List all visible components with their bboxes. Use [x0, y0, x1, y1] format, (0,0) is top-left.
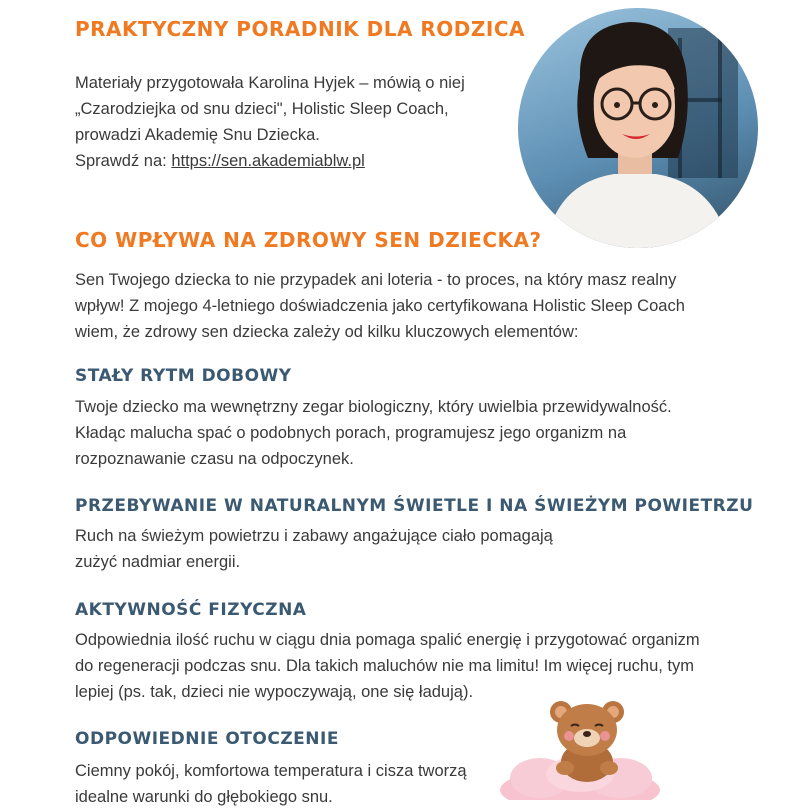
main-intro	[75, 267, 685, 345]
intro-line: wiem, że zdrowy sen dziecka zależy od kilku kluczowych elementów:	[75, 323, 579, 341]
section-title-rhythm: STAŁY RYTM DOBOWY	[75, 366, 292, 386]
author-portrait-illustration	[518, 8, 758, 248]
author-intro	[75, 70, 465, 174]
author-intro-line: Materiały przygotowała Karolina Hyjek – mówią o niej	[75, 74, 465, 92]
intro-line: Sen Twojego dziecka to nie przypadek ani loteria - to proces, na który masz realny	[75, 271, 677, 289]
guide-title: PRAKTYCZNY PORADNIK DLA RODZICA	[75, 17, 525, 41]
section-line: idealne warunki do głębokiego snu.	[75, 788, 333, 806]
author-intro-line: prowadzi Akademię Snu Dziecka.	[75, 126, 320, 144]
section-title-environment: ODPOWIEDNIE OTOCZENIE	[75, 729, 339, 749]
section-body-rhythm	[75, 394, 672, 472]
author-intro-line: „Czarodziejka od snu dzieci", Holistic Sleep Coach,	[75, 100, 449, 118]
section-title-activity: AKTYWNOŚĆ FIZYCZNA	[75, 600, 307, 620]
academy-link[interactable]: https://sen.akademiablw.pl	[171, 152, 365, 170]
author-portrait	[518, 8, 758, 248]
intro-line: wpływ! Z mojego 4-letniego doświadczenia jako certyfikowana Holistic Sleep Coach	[75, 297, 685, 315]
section-line: Kładąc malucha spać o podobnych porach, programujesz jego organizm na	[75, 424, 627, 442]
check-label: Sprawdź na:	[75, 152, 172, 170]
teddy-bear-icon	[495, 690, 665, 800]
section-body-daylight	[75, 523, 553, 575]
section-line: Twoje dziecko ma wewnętrzny zegar biologiczny, który uwielbia przewidywalność.	[75, 398, 672, 416]
section-line: Ciemny pokój, komfortowa temperatura i cisza tworzą	[75, 762, 467, 780]
section-line: Ruch na świeżym powietrzu i zabawy angażujące ciało pomagają	[75, 527, 553, 545]
teddy-bear-cloud-illustration	[495, 690, 665, 810]
section-body-environment	[75, 758, 467, 810]
author-link-line	[75, 148, 465, 174]
section-line: do regeneracji podczas snu. Dla takich maluchów nie ma limitu! Im więcej ruchu, tym	[75, 657, 695, 675]
section-line: zużyć nadmiar energii.	[75, 553, 241, 571]
section-line: lepiej (ps. tak, dzieci nie wypoczywają, one się ładują).	[75, 683, 474, 701]
main-section-title: CO WPŁYWA NA ZDROWY SEN DZIECKA?	[75, 228, 542, 252]
section-line: rozpoznawanie czasu na odpoczynek.	[75, 450, 354, 468]
section-line: Odpowiednia ilość ruchu w ciągu dnia pomaga spalić energię i przygotować organizm	[75, 631, 700, 649]
section-title-daylight: PRZEBYWANIE W NATURALNYM ŚWIETLE I NA ŚWIEŻYM POWIETRZU	[75, 496, 754, 516]
